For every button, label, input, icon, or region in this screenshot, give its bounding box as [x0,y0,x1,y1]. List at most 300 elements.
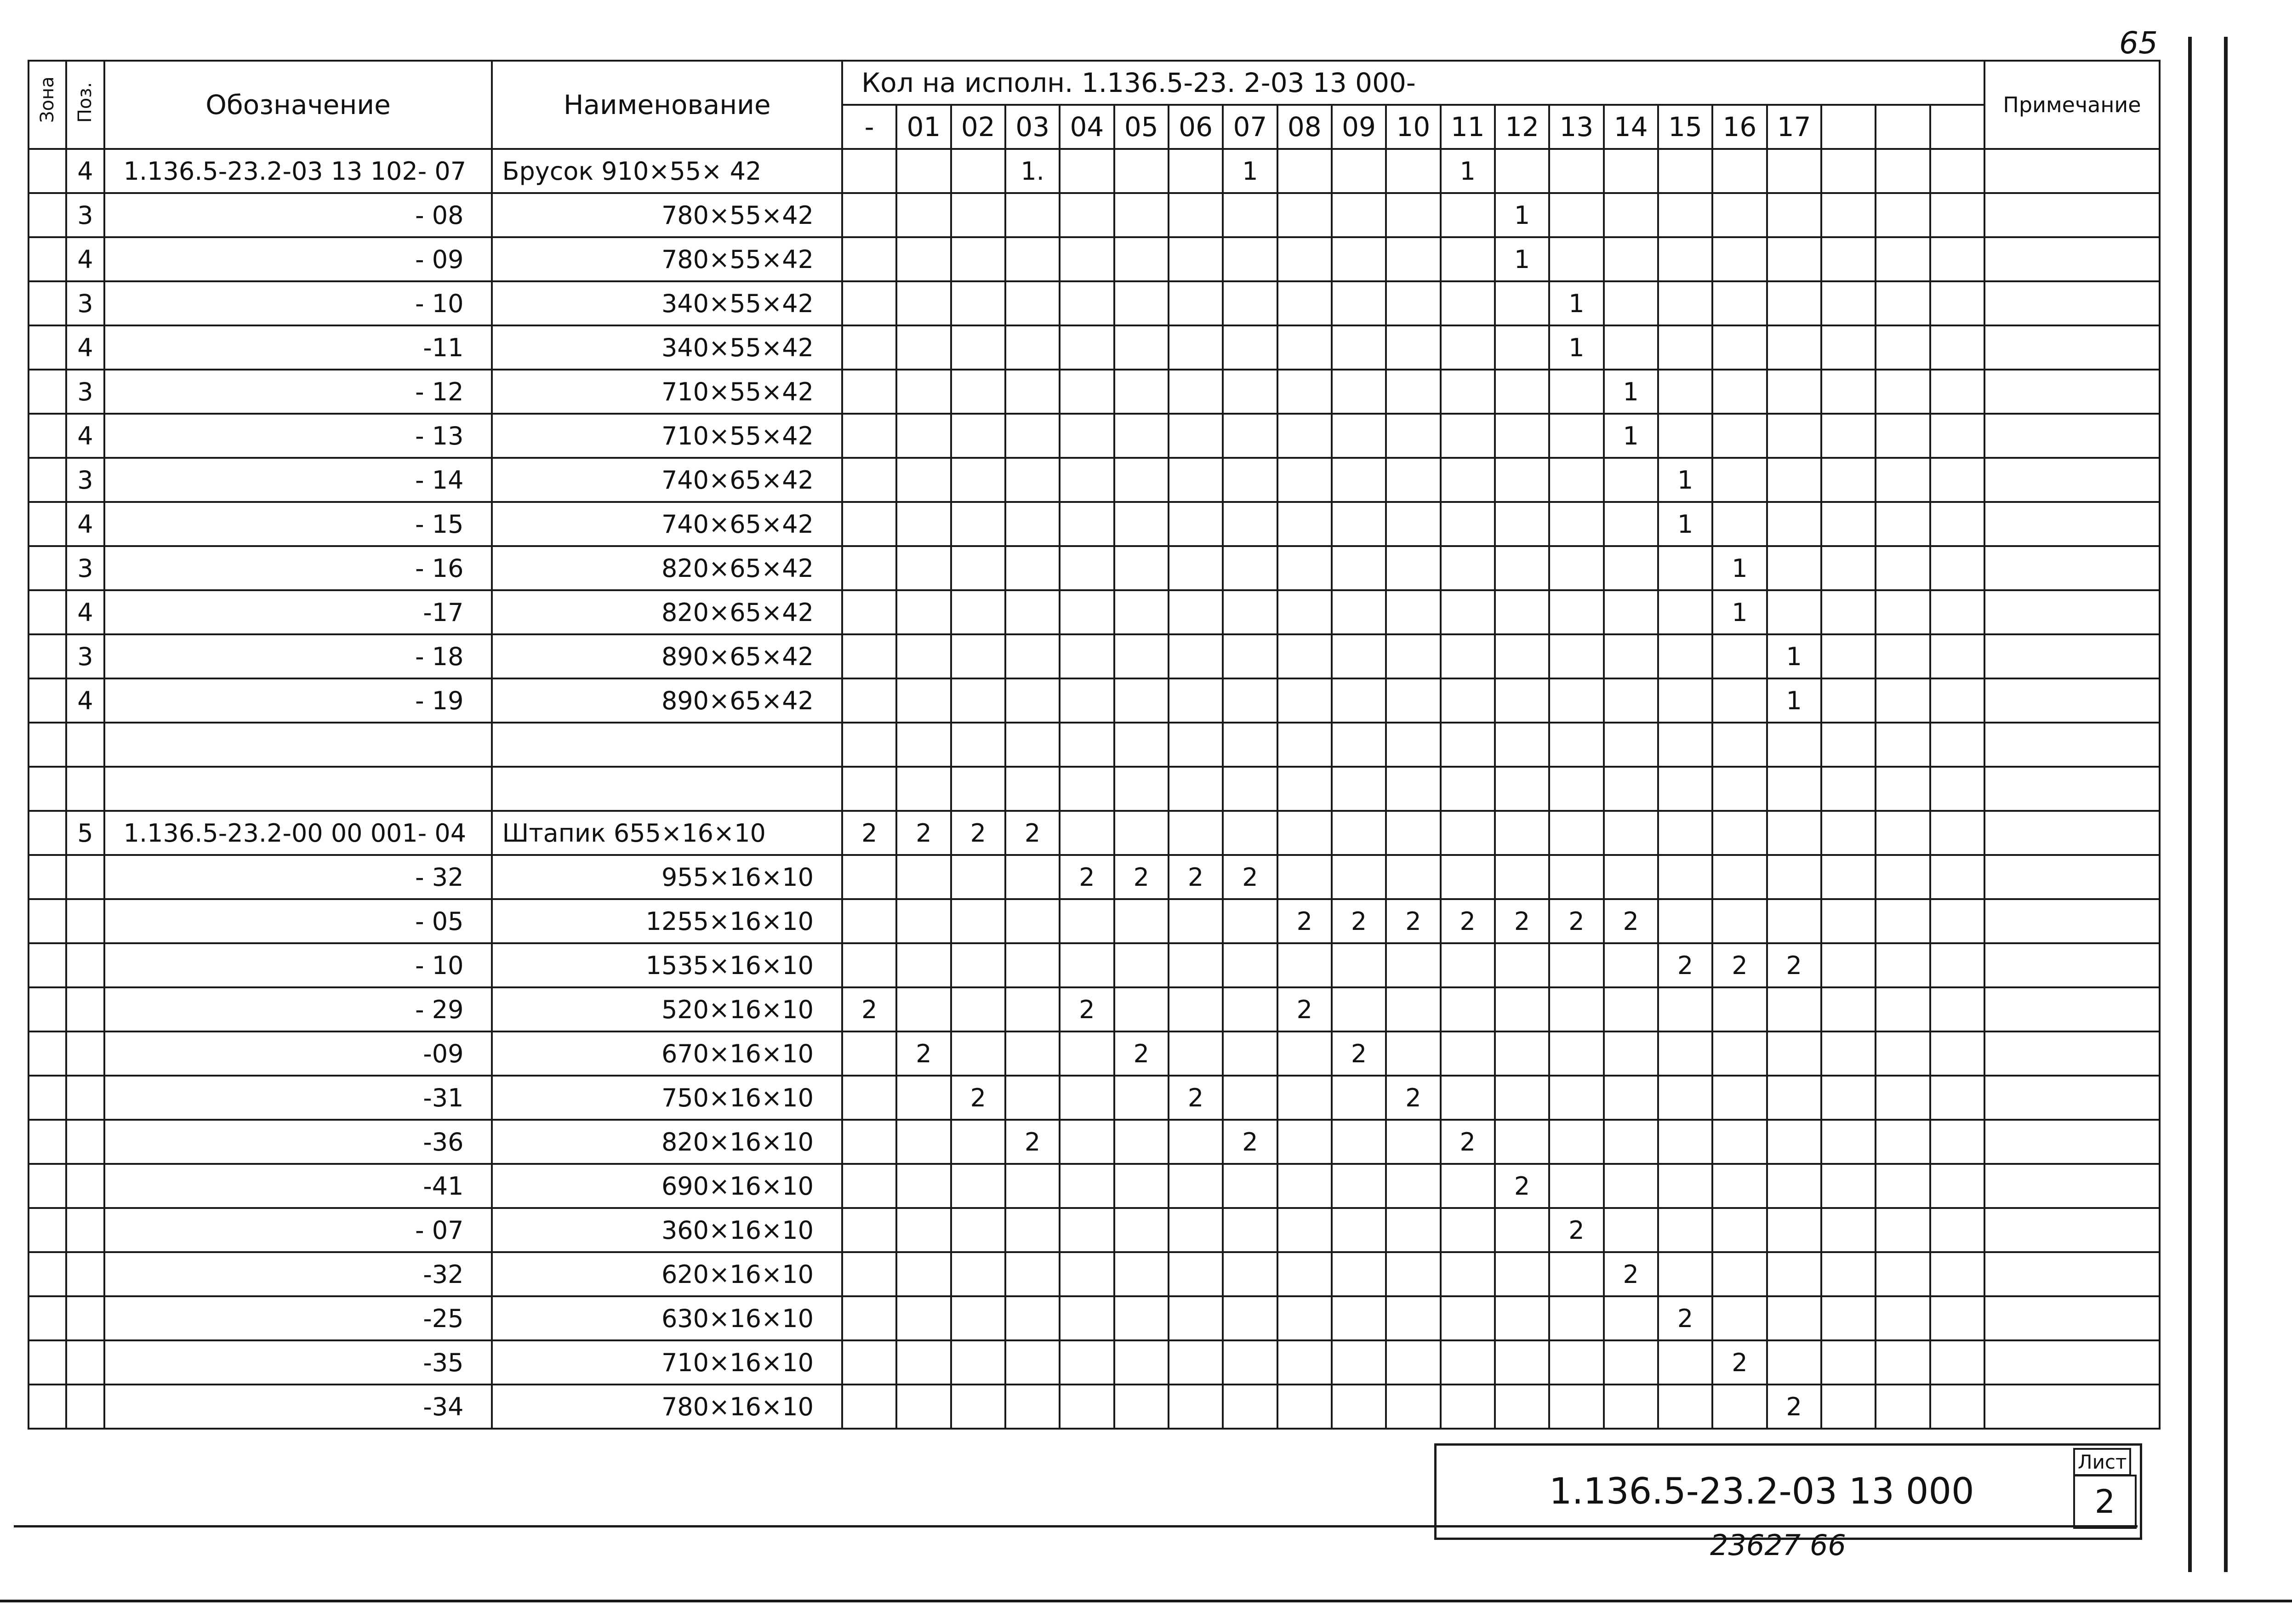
qty-cell: 1 [1549,281,1603,325]
qty-cell [1604,943,1658,987]
qty-cell: 1 [1223,149,1277,193]
pos-cell: 4 [66,325,104,370]
note-cell [1984,1385,2160,1429]
name-cell: 710×55×42 [492,370,842,414]
qty-cell [1604,193,1658,237]
qty-cell [1441,943,1495,987]
designation-cell: - 07 [104,1208,492,1252]
qty-cell [1712,1164,1767,1208]
name-cell: 520×16×10 [492,987,842,1031]
qty-cell [1821,943,1876,987]
qty-cell [1549,149,1603,193]
qty-cell [1386,458,1440,502]
qty-cell [1386,767,1440,811]
qty-cell [1332,1296,1386,1340]
qty-cell [1386,634,1440,678]
qty-cell [1277,943,1332,987]
qty-cell [1277,281,1332,325]
qty-cell [951,149,1005,193]
qty-cell: 2 [951,1076,1005,1120]
qty-cell [1604,1296,1658,1340]
qty-cell [842,325,896,370]
note-cell [1984,1031,2160,1076]
qty-cell: 2 [1495,1164,1549,1208]
table-row [29,149,2160,193]
qty-cell [1060,1031,1114,1076]
qty-cell [1386,1385,1440,1429]
note-cell [1984,1252,2160,1296]
qty-cell [1495,1252,1549,1296]
qty-cell [1114,458,1169,502]
qty-cell [1223,281,1277,325]
qty-cell [1332,678,1386,723]
qty-cell [1549,855,1603,899]
qty-cell [1767,590,1821,634]
qty-cell [896,502,951,546]
qty-cell [842,1296,896,1340]
table-row [29,1076,2160,1120]
qty-cell [1114,414,1169,458]
qty-cell [1114,193,1169,237]
qty-cell: 2 [1060,855,1114,899]
table-row [29,1252,2160,1296]
qty-cell [896,237,951,281]
qty-cell [896,546,951,590]
qty-cell [1495,414,1549,458]
qty-cell [1876,767,1930,811]
qty-cell [1495,678,1549,723]
qty-cell [1495,590,1549,634]
qty-cell [1223,1031,1277,1076]
qty-cell [1114,723,1169,767]
qty-cell [1767,811,1821,855]
table-row [29,678,2160,723]
qty-cell [1604,149,1658,193]
qty-cell [842,855,896,899]
qty-cell [1223,634,1277,678]
qty-cell [896,1252,951,1296]
zone-cell [29,237,66,281]
qty-cell [1767,1076,1821,1120]
qty-cell [1767,546,1821,590]
qty-cell [951,634,1005,678]
qty-cell [842,237,896,281]
qty-cell [1876,237,1930,281]
qty-cell [1549,370,1603,414]
qty-cell [1114,546,1169,590]
qty-cell [1169,590,1223,634]
note-cell [1984,325,2160,370]
qty-cell [1549,1164,1603,1208]
qty-cell [1930,590,1984,634]
qty-cell [1114,590,1169,634]
column-header [1821,105,1876,149]
designation-cell: - 32 [104,855,492,899]
qty-cell: 1 [1712,546,1767,590]
qty-cell [1060,1340,1114,1385]
qty-cell [1169,546,1223,590]
qty-cell [1223,767,1277,811]
qty-cell [1277,723,1332,767]
qty-cell [951,1031,1005,1076]
qty-cell [1223,193,1277,237]
qty-cell [1821,414,1876,458]
qty-cell [896,1385,951,1429]
qty-cell [1767,1031,1821,1076]
qty-cell [1930,546,1984,590]
pos-cell: 3 [66,370,104,414]
qty-cell [842,1031,896,1076]
qty-cell [1712,1296,1767,1340]
qty-cell [1821,899,1876,943]
qty-cell [842,370,896,414]
qty-cell [1169,1340,1223,1385]
qty-cell [1658,899,1712,943]
zone-cell [29,281,66,325]
qty-cell [1658,546,1712,590]
qty-cell [951,943,1005,987]
qty-cell [1060,502,1114,546]
pos-cell: 3 [66,193,104,237]
designation-cell: -34 [104,1385,492,1429]
qty-cell [1549,811,1603,855]
qty-cell [1223,546,1277,590]
qty-cell [1169,1031,1223,1076]
table-row [29,634,2160,678]
note-cell [1984,1208,2160,1252]
qty-cell [1876,325,1930,370]
column-header: 01 [896,105,951,149]
qty-cell [951,1296,1005,1340]
qty-cell [1495,987,1549,1031]
column-header [1930,105,1984,149]
qty-cell [1821,458,1876,502]
qty-cell [1821,987,1876,1031]
qty-cell: 2 [896,1031,951,1076]
note-cell [1984,237,2160,281]
designation-cell: - 14 [104,458,492,502]
designation-cell: -31 [104,1076,492,1120]
name-cell: 780×55×42 [492,193,842,237]
qty-cell [1277,502,1332,546]
qty-cell [1277,1031,1332,1076]
qty-cell [1332,149,1386,193]
table-row [29,193,2160,237]
qty-cell [1277,1385,1332,1429]
qty-cell [896,1076,951,1120]
qty-cell [1930,1164,1984,1208]
qty-cell [951,1164,1005,1208]
qty-cell [1658,811,1712,855]
qty-cell [1549,987,1603,1031]
qty-cell [1441,1385,1495,1429]
table-row [29,767,2160,811]
qty-cell [1277,678,1332,723]
name-cell: 740×65×42 [492,502,842,546]
zone-cell [29,723,66,767]
qty-cell [1169,193,1223,237]
name-cell: 820×65×42 [492,546,842,590]
qty-cell [1876,458,1930,502]
qty-cell [1441,370,1495,414]
qty-cell [842,458,896,502]
qty-cell [1223,502,1277,546]
qty-cell [951,325,1005,370]
qty-cell [1876,1340,1930,1385]
qty-cell [1821,1076,1876,1120]
qty-cell [1712,767,1767,811]
specification-table [28,60,2161,1430]
sheet-label: Лист [2073,1448,2131,1476]
qty-cell [1876,1385,1930,1429]
note-cell [1984,1164,2160,1208]
designation-cell: 1.136.5-23.2-03 13 102- 07 [104,149,492,193]
qty-cell [951,193,1005,237]
qty-cell [1930,325,1984,370]
qty-cell [1658,1164,1712,1208]
zone-cell [29,1076,66,1120]
qty-cell [1005,1340,1060,1385]
zone-cell [29,193,66,237]
header-qty-title: Кол на исполн. 1.136.5-23. 2-03 13 000- [842,61,1984,105]
qty-cell [1658,414,1712,458]
qty-cell: 2 [1114,855,1169,899]
qty-cell [1549,678,1603,723]
qty-cell [1005,546,1060,590]
column-header: - [842,105,896,149]
qty-cell [1767,855,1821,899]
qty-cell [1930,899,1984,943]
qty-cell [1876,678,1930,723]
qty-cell [1767,193,1821,237]
qty-cell [1549,634,1603,678]
qty-cell [951,502,1005,546]
qty-cell [842,678,896,723]
qty-cell [1169,1208,1223,1252]
zone-cell [29,370,66,414]
qty-cell [1604,811,1658,855]
column-header: 15 [1658,105,1712,149]
qty-cell [1005,678,1060,723]
qty-cell [1441,987,1495,1031]
table-row [29,943,2160,987]
table-row [29,987,2160,1031]
table-row [29,502,2160,546]
qty-cell [1332,502,1386,546]
qty-cell [951,458,1005,502]
designation-cell: - 29 [104,987,492,1031]
note-cell [1984,546,2160,590]
note-cell [1984,723,2160,767]
qty-cell [1332,1385,1386,1429]
note-cell [1984,193,2160,237]
qty-cell [1441,1164,1495,1208]
qty-cell: 2 [951,811,1005,855]
qty-cell [1114,767,1169,811]
qty-cell [951,590,1005,634]
qty-cell [1658,590,1712,634]
qty-cell [1821,237,1876,281]
qty-cell [1876,855,1930,899]
qty-cell [1712,370,1767,414]
designation-cell: - 08 [104,193,492,237]
qty-cell [1658,193,1712,237]
qty-cell [1005,458,1060,502]
column-header: 04 [1060,105,1114,149]
qty-cell [1767,414,1821,458]
qty-cell [1604,546,1658,590]
name-cell: 690×16×10 [492,1164,842,1208]
qty-cell [1495,634,1549,678]
qty-cell [1930,1296,1984,1340]
note-cell [1984,899,2160,943]
qty-cell [1169,634,1223,678]
qty-cell [896,325,951,370]
qty-cell [842,1208,896,1252]
header-designation: Обозначение [104,61,492,149]
qty-cell [1712,502,1767,546]
column-header: 14 [1604,105,1658,149]
qty-cell [1712,987,1767,1031]
qty-cell [1767,325,1821,370]
qty-cell [1821,1208,1876,1252]
column-header: 07 [1223,105,1277,149]
qty-cell [1277,634,1332,678]
qty-cell [1767,502,1821,546]
qty-cell [1604,634,1658,678]
qty-cell [1876,546,1930,590]
qty-cell [1767,1296,1821,1340]
qty-cell [1549,1252,1603,1296]
qty-cell [1930,237,1984,281]
designation-cell: - 16 [104,546,492,590]
designation-cell: -32 [104,1252,492,1296]
column-header: 13 [1549,105,1603,149]
qty-cell [1441,325,1495,370]
zone-cell [29,811,66,855]
designation-cell: 1.136.5-23.2-00 00 001- 04 [104,811,492,855]
qty-cell [1114,634,1169,678]
sheet-number: 65 [2119,25,2158,61]
qty-cell [1060,1208,1114,1252]
note-cell [1984,281,2160,325]
qty-cell: 2 [1277,899,1332,943]
qty-cell [1114,1385,1169,1429]
qty-cell [1930,811,1984,855]
note-cell [1984,502,2160,546]
header-note: Примечание [1984,61,2160,149]
qty-cell [1876,811,1930,855]
qty-cell [1277,811,1332,855]
qty-cell [951,723,1005,767]
qty-cell [1549,1296,1603,1340]
qty-cell [1169,811,1223,855]
qty-cell: 2 [896,811,951,855]
qty-cell [1495,767,1549,811]
qty-cell [1332,723,1386,767]
qty-cell [1060,767,1114,811]
zone-cell [29,1208,66,1252]
qty-cell [1930,281,1984,325]
qty-cell [951,237,1005,281]
qty-cell [1223,1296,1277,1340]
table-row [29,1340,2160,1385]
qty-cell [1767,237,1821,281]
qty-cell [1114,678,1169,723]
pos-cell [66,899,104,943]
note-cell [1984,458,2160,502]
qty-cell [1169,237,1223,281]
qty-cell [1169,678,1223,723]
qty-cell [1658,678,1712,723]
qty-cell [1060,1252,1114,1296]
qty-cell [1712,811,1767,855]
qty-cell [1658,855,1712,899]
name-cell: 340×55×42 [492,281,842,325]
qty-cell [1277,767,1332,811]
qty-cell [1005,723,1060,767]
note-cell [1984,987,2160,1031]
qty-cell [1441,634,1495,678]
qty-cell: 2 [1441,1120,1495,1164]
note-cell [1984,811,2160,855]
pos-cell [66,855,104,899]
qty-cell [1767,281,1821,325]
qty-cell [896,987,951,1031]
zone-cell [29,678,66,723]
qty-cell: 2 [1277,987,1332,1031]
qty-cell [1005,1164,1060,1208]
qty-cell [1876,1031,1930,1076]
qty-cell [1441,281,1495,325]
zone-cell [29,943,66,987]
qty-cell [1549,1385,1603,1429]
qty-cell [1386,1208,1440,1252]
zone-cell [29,767,66,811]
qty-cell [951,281,1005,325]
qty-cell [1876,1120,1930,1164]
qty-cell [1767,370,1821,414]
qty-cell [1821,811,1876,855]
qty-cell [1876,943,1930,987]
qty-cell [896,943,951,987]
pos-cell [66,1296,104,1340]
qty-cell [1821,1252,1876,1296]
zone-cell [29,502,66,546]
qty-cell [1005,1385,1060,1429]
designation-cell: - 05 [104,899,492,943]
qty-cell [1821,590,1876,634]
qty-cell: 2 [1441,899,1495,943]
qty-cell [1386,149,1440,193]
pos-cell: 4 [66,414,104,458]
qty-cell [842,1120,896,1164]
qty-cell [1821,1385,1876,1429]
qty-cell [951,1208,1005,1252]
qty-cell [1386,281,1440,325]
qty-cell [1223,678,1277,723]
qty-cell [1060,1076,1114,1120]
qty-cell [1495,502,1549,546]
qty-cell [1386,325,1440,370]
name-cell: 820×65×42 [492,590,842,634]
qty-cell [1549,193,1603,237]
qty-cell [1712,1031,1767,1076]
qty-cell [1223,458,1277,502]
qty-cell [1876,1252,1930,1296]
qty-cell [1495,1296,1549,1340]
qty-cell [1930,943,1984,987]
